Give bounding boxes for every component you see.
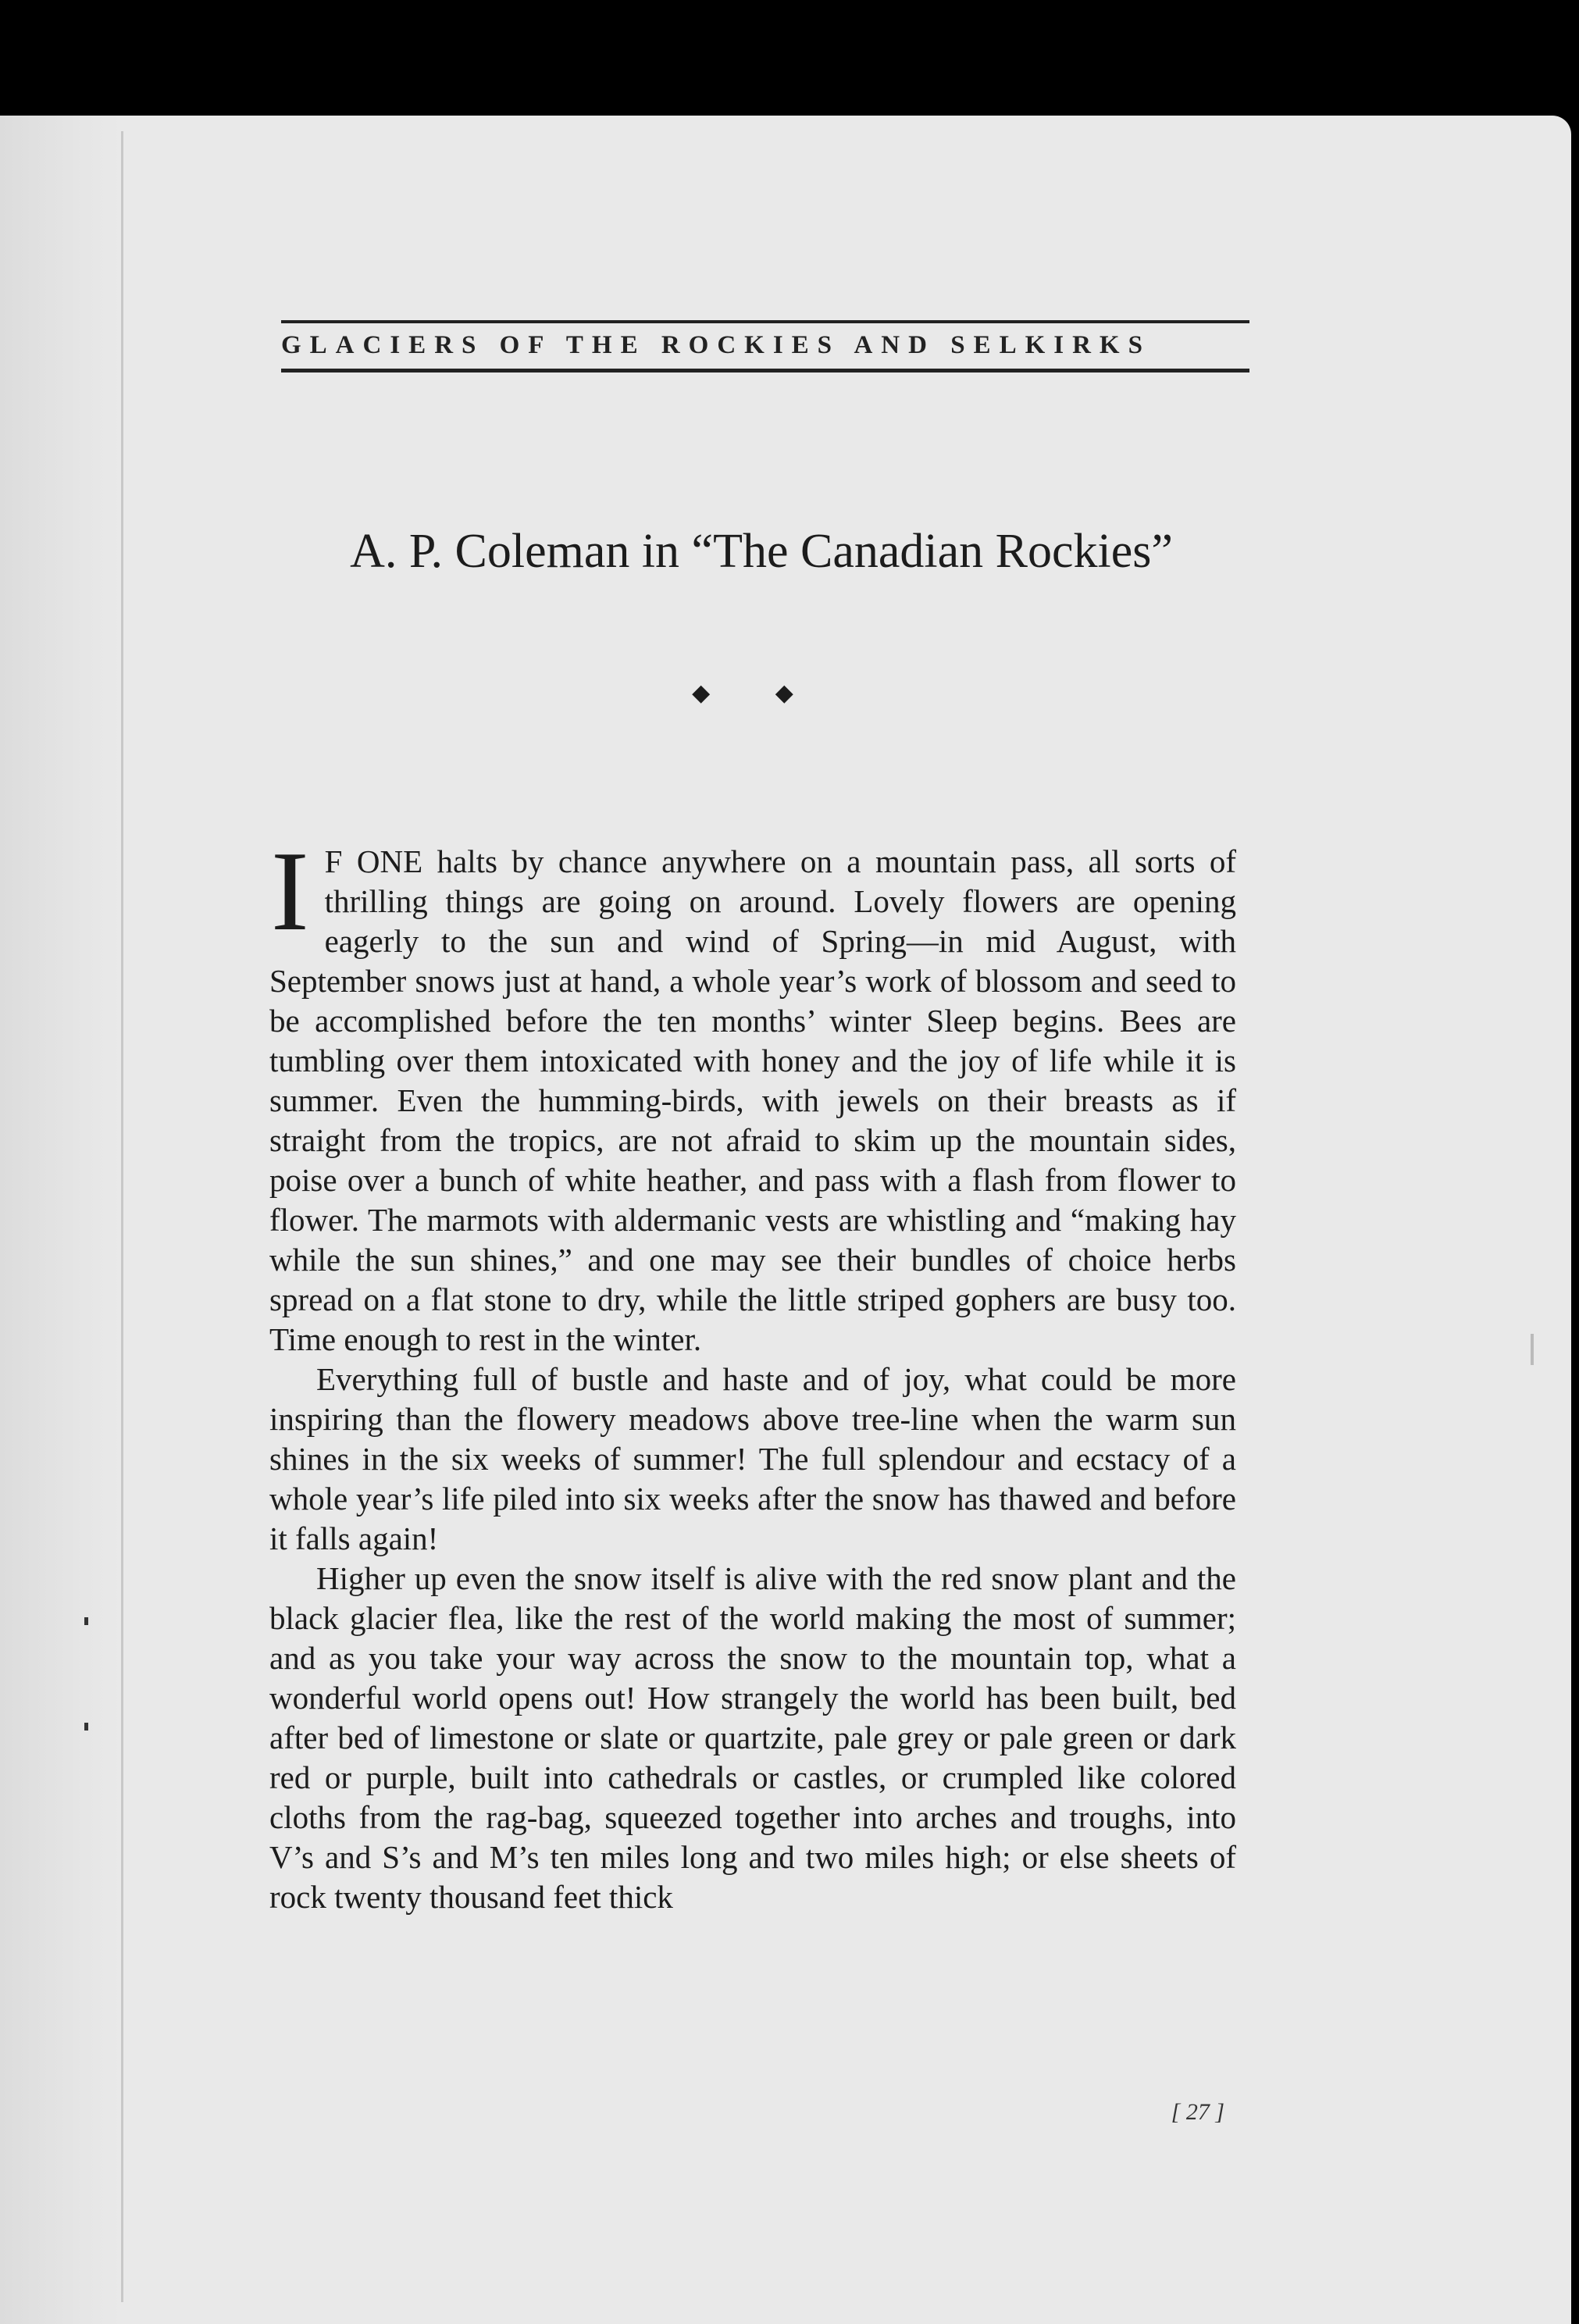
chapter-title: A. P. Coleman in “The Canadian Rockies”	[350, 525, 1173, 578]
paragraph: Everything full of bustle and haste and of joy, what could be more inspiring than the flowery meadows above tree-line when the warm sun shines in the six weeks of summer! The full splendour and ecstacy of a whole year’s life piled into six weeks after the snow has thawed and before it falls again!	[269, 1361, 1236, 1556]
scan-speck	[84, 1617, 88, 1625]
page-gutter	[0, 116, 121, 2324]
scan-speck	[84, 1723, 88, 1731]
scan-mark	[1531, 1334, 1534, 1365]
body-text	[269, 828, 1236, 1917]
page-number: [ 27 ]	[1171, 2099, 1224, 2125]
paragraph	[269, 828, 1236, 1360]
paragraph-text: F ONE halts by chance anywhere on a mountain pass, all sorts of thrilling things are going on around. Lovely flowers are opening eagerly to the sun and wind of Spring—in mid August, with September snows just at hand, a whole year’s work of blossom and seed to be accomplished before the ten months’ winter Sleep begins. Bees are tumbling over them intoxicated with honey and the joy of life while it is summer. Even the humming-birds, with jewels on their breasts as if straight from the tropics, are not afraid to skim up the mountain sides, poise over a bunch of white heather, and pass with a flash from flower to flower. The marmots with aldermanic vests are whistling and “making hay while the sun shines,” and one may see their bundles of choice herbs spread on a flat stone to dry, while the little striped gophers are busy too. Time enough to rest in the winter.	[269, 843, 1236, 1357]
ornament-diamonds: ◆ ◆	[692, 680, 823, 706]
book-page	[0, 116, 1571, 2324]
running-head-bottom-rule	[281, 369, 1249, 372]
gutter-fold	[121, 131, 123, 2302]
running-head	[281, 320, 1249, 372]
running-head-text: GLACIERS OF THE ROCKIES AND SELKIRKS	[281, 331, 1151, 359]
drop-cap: I	[271, 828, 309, 954]
paragraph: Higher up even the snow itself is alive with the red snow plant and the black glacier flea, like the rest of the world making the most of summer; and as you take your way across the snow to the mountain top, what a wonderful world opens out! How strangely the world has been built, bed after bed of limestone or slate or quartzite, pale grey or pale green or dark red or purple, built into cathedrals or castles, or crumpled like colored cloths from the rag-bag, squeezed together into arches and troughs, into V’s and S’s and M’s ten miles long and two miles high; or else sheets of rock twenty thousand feet thick	[269, 1560, 1236, 1915]
